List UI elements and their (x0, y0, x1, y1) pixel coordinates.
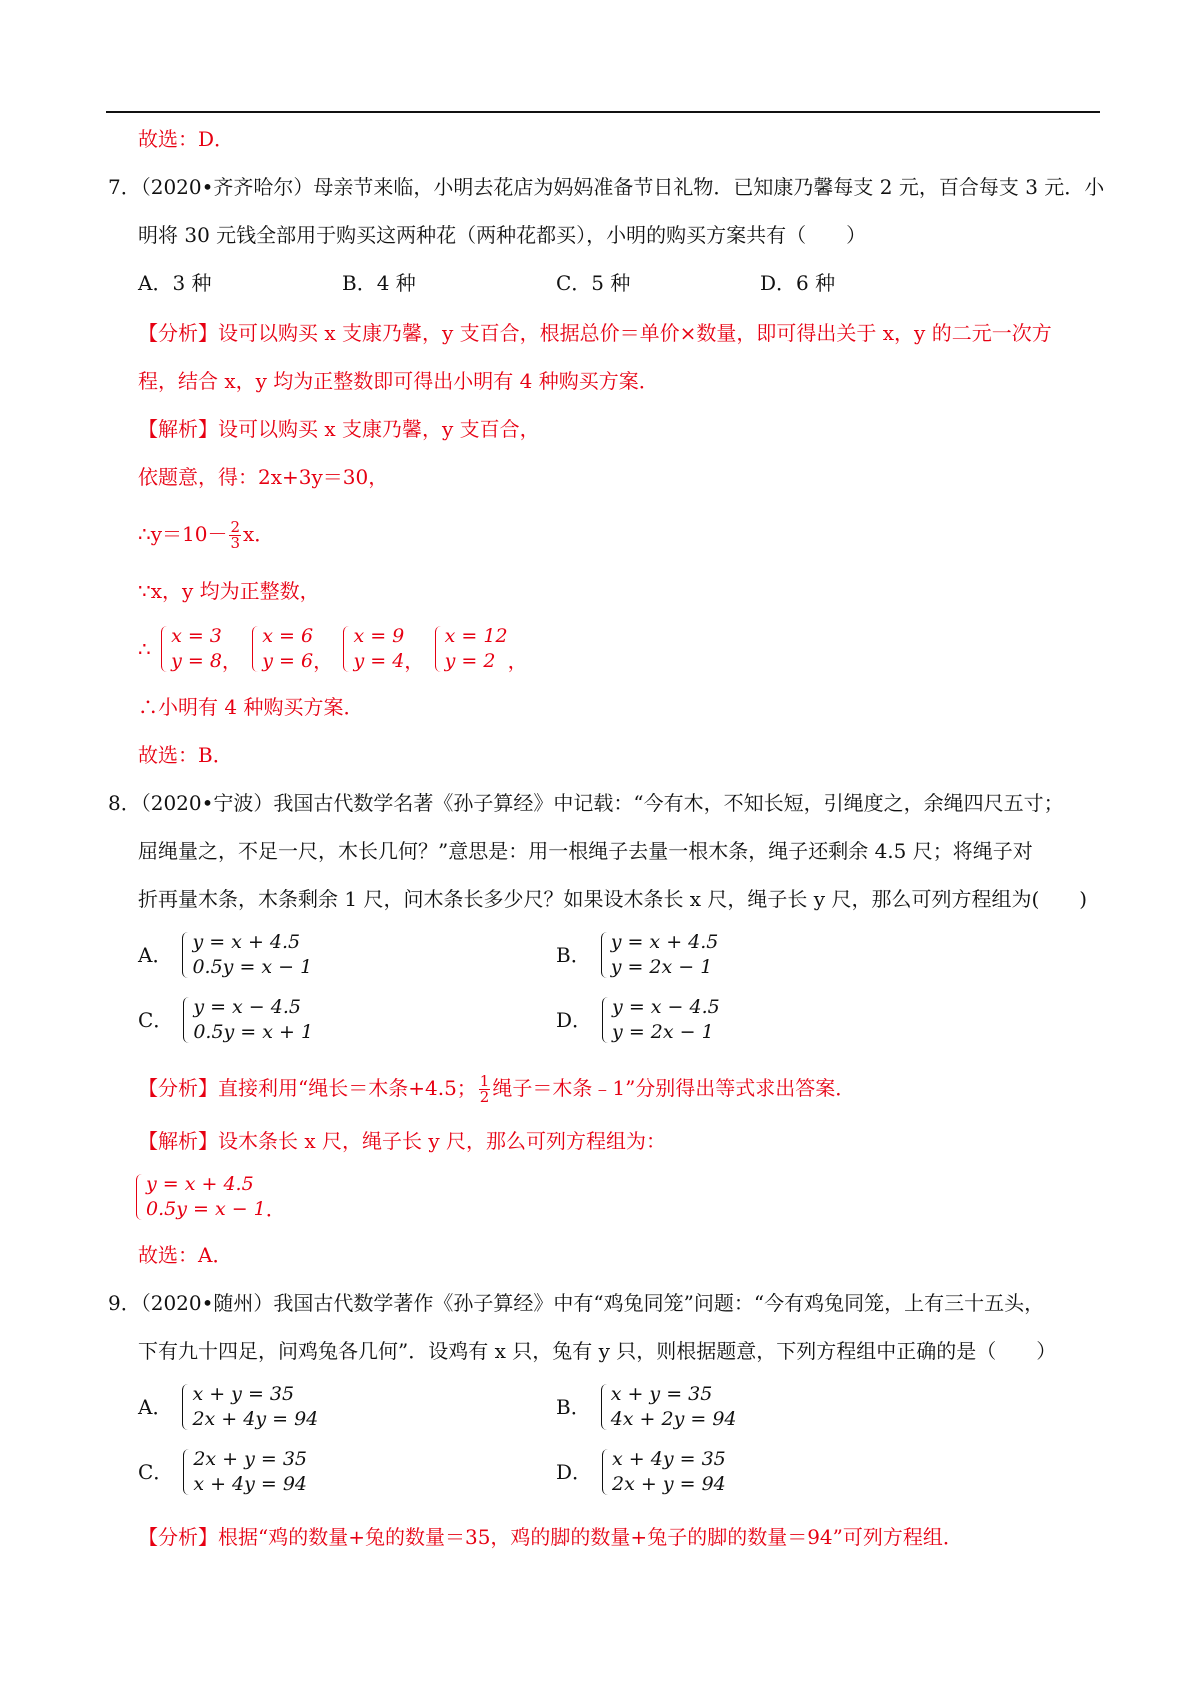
q7-fraction-num: 2 (230, 518, 241, 536)
q7-system-3: x = 9 y = 4 (339, 624, 404, 674)
q7-option-b: B．4 种 (342, 271, 416, 295)
q7-solution-line2: 依题意，得：2x+3y＝30， (138, 465, 389, 489)
q7-solution-systems: ∴ x = 3 y = 8 ， x = 6 y = 6 ， x = 9 y = 4 ， x = 12 y = 2 ， (138, 625, 528, 673)
q7-system-1: x = 3 y = 8 (157, 624, 222, 674)
q7-stem-line2: 明将 30 元钱全部用于购买这两种花（两种花都买），小明的购买方案共有（ ） (138, 223, 867, 247)
q8-solution-line1: 【解析】设木条长 x 尺，绳子长 y 尺，那么可列方程组为： (138, 1129, 667, 1153)
q9-stem-line2: 下有九十四足，问鸡兔各几何”．设鸡有 x 只，兔有 y 只，则根据题意，下列方程组中正确的是（ ） (138, 1339, 1057, 1363)
q7-sol3-suffix: x． (243, 522, 275, 546)
q7-solution-line4: ∵x，y 均为正整数， (138, 579, 320, 603)
q8-analysis: 【分析】直接利用“绳长＝木条+4.5； $\frac{1}{2}$ 绳子＝木条﹣1”分别得出等式求出答案． (138, 1072, 856, 1106)
q7-solution-line6: ∴小明有 4 种购买方案． (138, 695, 364, 719)
q9-option-b: B． x + y = 35 4x + 2y = 94 (556, 1383, 737, 1430)
q8-stem-line2: 屈绳量之，不足一尺，木长几何？”意思是：用一根绳子去量一根木条，绳子还剩余 4.5 尺；将绳子对 (138, 839, 1033, 863)
q8-option-b: B． y = x + 4.5 y = 2x − 1 (556, 931, 719, 978)
q8-stem-line3: 折再量木条，木条剩余 1 尺，问木条长多少尺？如果设木条长 x 尺，绳子长 y 尺，那么可列方程组为( ) (138, 887, 1088, 911)
q7-option-d: D．6 种 (760, 271, 836, 295)
q7-solution-line3 (138, 520, 274, 551)
q7-fraction (229, 520, 241, 551)
q9-option-c: C． 2x + y = 35 x + 4y = 94 (138, 1448, 308, 1495)
q7-system-4: x = 12 y = 2 (431, 624, 508, 674)
q8-option-a: A． y = x + 4.5 0.5y = x − 1 (138, 931, 313, 978)
q7-answer: 故选：B． (138, 743, 233, 767)
q7-therefore: ∴ (138, 637, 151, 661)
q8-solution-system: y = x + 4.5 0.5y = x − 1 ． (132, 1172, 286, 1222)
header-rule (106, 111, 1100, 113)
q8-option-c: C． y = x − 4.5 0.5y = x + 1 (138, 996, 314, 1043)
q7-option-c: C．5 种 (556, 271, 631, 295)
q6-answer: 故选：D． (138, 127, 235, 151)
q8-fraction: $\frac{1}{2}$ (479, 1072, 490, 1106)
q7-stem-line1: 7．（2020•齐齐哈尔）母亲节来临，小明去花店为妈妈准备节日礼物．已知康乃馨每支 2 元，百合每支 3 元．小 (108, 175, 1105, 199)
q9-option-d: D． x + 4y = 35 2x + y = 94 (556, 1448, 726, 1495)
q7-system-2: x = 6 y = 6 (248, 624, 313, 674)
q7-option-a: A．3 种 (138, 271, 212, 295)
q9-option-a: A． x + y = 35 2x + 4y = 94 (138, 1383, 319, 1430)
q8-option-d: D． y = x − 4.5 y = 2x − 1 (556, 996, 720, 1043)
q8-answer: 故选：A． (138, 1243, 233, 1267)
q9-analysis: 【分析】根据“鸡的数量+兔的数量＝35，鸡的脚的数量+兔子的脚的数量＝94”可列方程组． (138, 1525, 963, 1549)
q7-analysis-line1: 【分析】设可以购买 x 支康乃馨，y 支百合，根据总价＝单价×数量，即可得出关于 x，y 的二元一次方 (138, 321, 1052, 345)
q8-stem-line1: 8．（2020•宁波）我国古代数学名著《孙子算经》中记载：“今有木，不知长短，引绳度之，余绳四尺五寸； (108, 791, 1064, 815)
q9-stem-line1: 9．（2020•随州）我国古代数学著作《孙子算经》中有“鸡兔同笼”问题：“今有鸡兔同笼，上有三十五头， (108, 1291, 1045, 1315)
q7-fraction-den: 3 (230, 534, 241, 552)
q7-sol3-prefix: ∴y＝10－ (138, 522, 228, 546)
q7-solution-line1: 【解析】设可以购买 x 支康乃馨，y 支百合， (138, 417, 540, 441)
q7-analysis-line2: 程，结合 x，y 均为正整数即可得出小明有 4 种购买方案． (138, 369, 659, 393)
